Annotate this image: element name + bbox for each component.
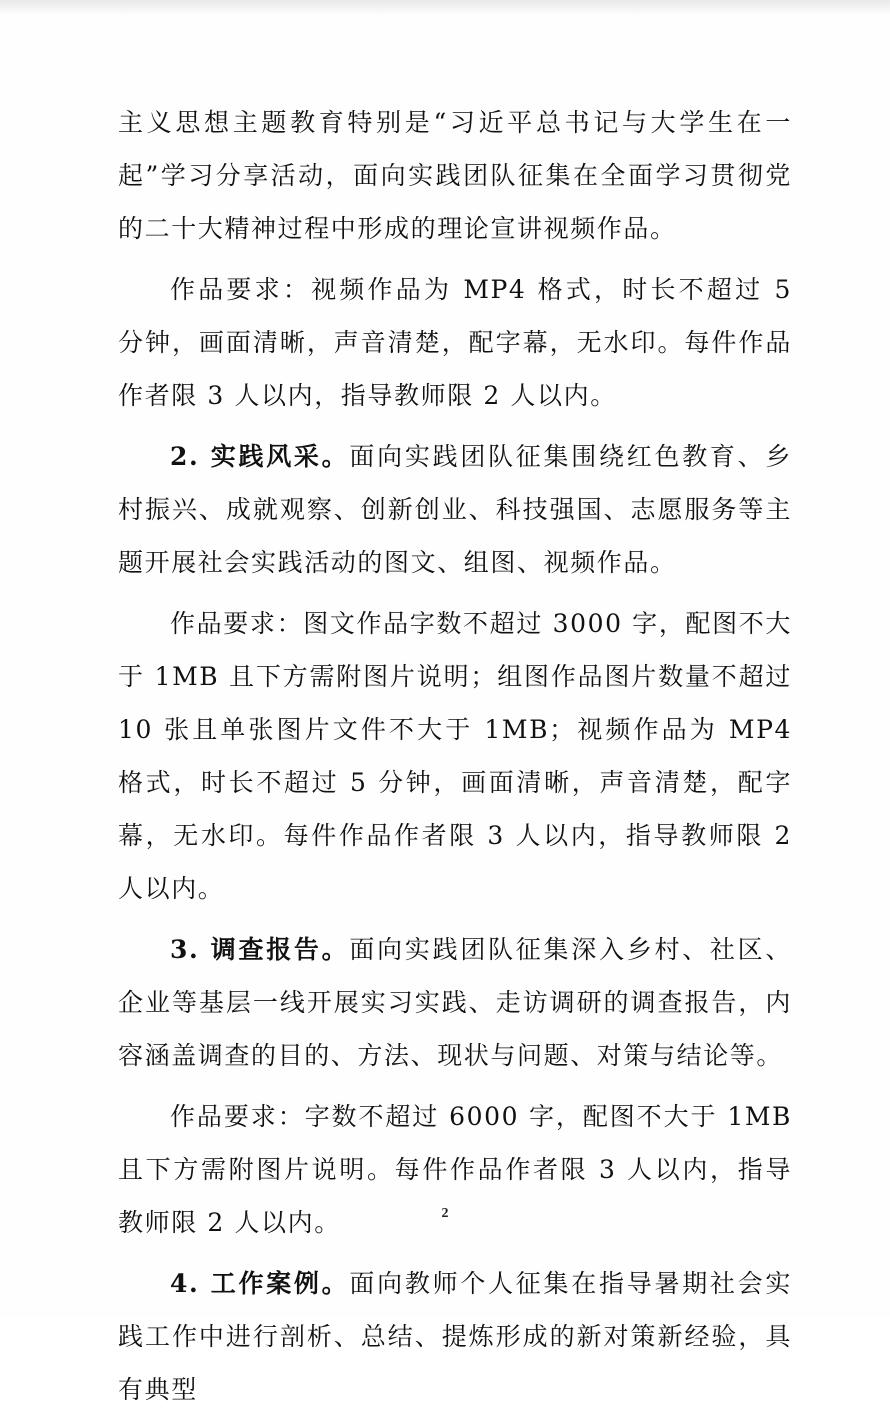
paragraph-7: [118, 1257, 792, 1416]
paragraph-5: [118, 923, 792, 1082]
section-2-heading: 2. 实践风采。: [170, 442, 350, 471]
document-body: [118, 96, 792, 1424]
paragraph-3-text: 面向实践团队征集围绕红色教育、乡村振兴、成就观察、创新创业、科技强国、志愿服务等主题开展社会实践活动的图文、组图、视频作品。: [118, 442, 792, 577]
scan-edge: [0, 0, 890, 16]
paragraph-1-text: 主义思想主题教育特别是“习近平总书记与大学生在一起”学习分享活动，面向实践团队征集在全面学习贯彻党的二十大精神过程中形成的理论宣讲视频作品。: [118, 108, 792, 243]
paragraph-3: [118, 430, 792, 589]
paragraph-4: [118, 597, 792, 915]
paragraph-1: [118, 96, 792, 255]
paragraph-2: [118, 263, 792, 422]
paragraph-7-text: 面向教师个人征集在指导暑期社会实践工作中进行剖析、总结、提炼形成的新对策新经验，具有典型: [118, 1269, 792, 1404]
section-4-heading: 4. 工作案例。: [170, 1269, 350, 1298]
page-number: 2: [441, 1206, 449, 1221]
section-3-heading: 3. 调查报告。: [170, 935, 350, 964]
paragraph-4-text: 作品要求：图文作品字数不超过 3000 字，配图不大于 1MB 且下方需附图片说明；组图作品图片数量不超过 10 张且单张图片文件不大于 1MB；视频作品为 MP4 格式，时长不超过 5 分钟，画面清晰，声音清楚，配字幕，无水印。每件作品作者限 3 人以内，指导教师限 2 人以内。: [118, 609, 792, 903]
paragraph-5-text: 面向实践团队征集深入乡村、社区、企业等基层一线开展实习实践、走访调研的调查报告，内容涵盖调查的目的、方法、现状与问题、对策与结论等。: [118, 935, 792, 1070]
paragraph-6-text: 作品要求：字数不超过 6000 字，配图不大于 1MB 且下方需附图片说明。每件作品作者限 3 人以内，指导教师限 2 人以内。: [118, 1102, 792, 1237]
paragraph-2-text: 作品要求：视频作品为 MP4 格式，时长不超过 5 分钟，画面清晰，声音清楚，配字幕，无水印。每件作品作者限 3 人以内，指导教师限 2 人以内。: [118, 275, 792, 410]
paragraph-6: [118, 1090, 792, 1249]
